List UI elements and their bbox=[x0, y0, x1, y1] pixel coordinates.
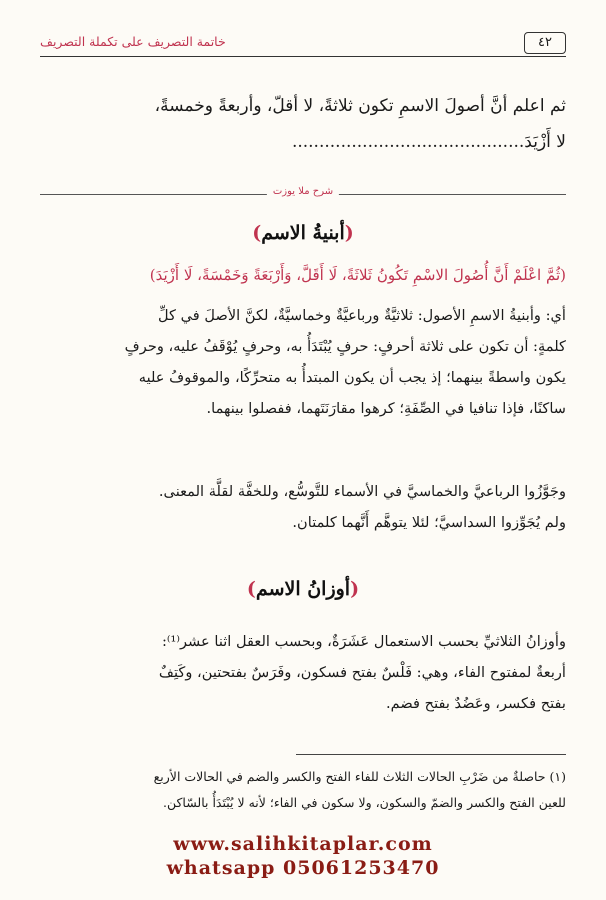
commentary-divider bbox=[40, 188, 566, 202]
commentary-paragraph bbox=[40, 626, 566, 719]
running-title: خاتمة التصريف على تكملة التصريف bbox=[40, 34, 226, 49]
page-header bbox=[40, 22, 566, 62]
text-line: ساكنًا، فإذا تنافيا في الصِّفَةِ؛ كرهوا مقارَنَتَهما، ففصلوا بينهما. bbox=[206, 400, 566, 417]
text-line: أي: وأبنيةُ الاسمِ الأصول: ثلاثيَّةٌ ورباعيَّةٌ وخماسيَّةٌ، لكنَّ الأصلَ في كلِّ bbox=[157, 307, 566, 324]
section-heading-awzan: (أوزانُ الاسم) bbox=[246, 578, 360, 600]
section-title: أبنيةُ الاسم bbox=[261, 222, 345, 244]
text-line: أربعةٌ لمفتوح الفاء، وهي: فَلْسٌ بفتح فسكون، وفَرَسٌ بفتحتين، وكَتِفٌ bbox=[158, 664, 566, 681]
footnote bbox=[40, 764, 566, 816]
footnote-line: (١) حاصلةٌ من ضَرْبِ الحالات الثلاث للفاء الفتح والكسر والضم في الحالات الأربع bbox=[153, 769, 566, 784]
divider-label: شرح ملا يوزت bbox=[267, 186, 339, 197]
watermark-phone: whatsapp 05061253470 bbox=[166, 857, 440, 879]
text-line: بفتح فكسر، وعَضُدٌ بفتح فضم. bbox=[386, 695, 566, 712]
section-heading-abniya: (أبنيةُ الاسم) bbox=[252, 222, 354, 244]
commentary-paragraph bbox=[40, 476, 566, 538]
text-line: كلمةٍ: أن تكون على ثلاثة أحرفٍ: حرفٍ يُبْتَدَأُ به، وحرفٍ يُوْقَفُ عليه، وحرفٍ bbox=[124, 338, 566, 355]
watermark-site: www.salihkitaplar.com bbox=[173, 833, 433, 855]
header-rule bbox=[40, 56, 566, 57]
quoted-matn: (ثُمَّ اعْلَمْ أَنَّ أُصُولَ الاسْمِ تَكُونُ ثَلاثَةً، لَا أَقَلَّ، وَأَرْبَعَةً وَخَمْسَةً، لَا أَزْيَدَ) bbox=[149, 266, 566, 284]
watermark bbox=[0, 832, 606, 880]
commentary-paragraph bbox=[40, 300, 566, 424]
page-number: ٤٢ bbox=[524, 32, 566, 54]
matn-line: ثم اعلم أنَّ أصولَ الاسمِ تكون ثلاثةً، لا أقلّ، وأربعةً وخمسةً، bbox=[154, 96, 566, 116]
matn-text bbox=[40, 88, 566, 160]
footnote-rule bbox=[296, 754, 566, 755]
footnote-line: للعين الفتح والكسر والضمّ والسكون، ولا سكون في الفاء؛ لأنه لا يُبْتَدَأُ بالسّاكن. bbox=[162, 795, 566, 810]
section-title: أوزانُ الاسم bbox=[255, 578, 351, 600]
matn-line: لا أَزْيَدَ........................................... bbox=[291, 132, 566, 152]
text-line: وجَوَّزُوا الرباعيَّ والخماسيَّ في الأسماء للتَّوسُّع، وللخفَّة لقلَّة المعنى. bbox=[158, 483, 566, 500]
text-line: ولم يُجَوِّزوا السداسيَّ؛ لئلا يتوهَّم أَنَّهما كلمتان. bbox=[292, 514, 566, 531]
text-line: وأوزانُ الثلاثيِّ بحسب الاستعمال عَشَرَةٌ، وبحسب العقل اثنا عشر⁽¹⁾: bbox=[162, 633, 566, 650]
text-line: يكون واسطةً بينهما؛ إذ يجب أن يكون المبتدأُ به متحرِّكًا، والموقوفُ عليه bbox=[138, 369, 566, 386]
